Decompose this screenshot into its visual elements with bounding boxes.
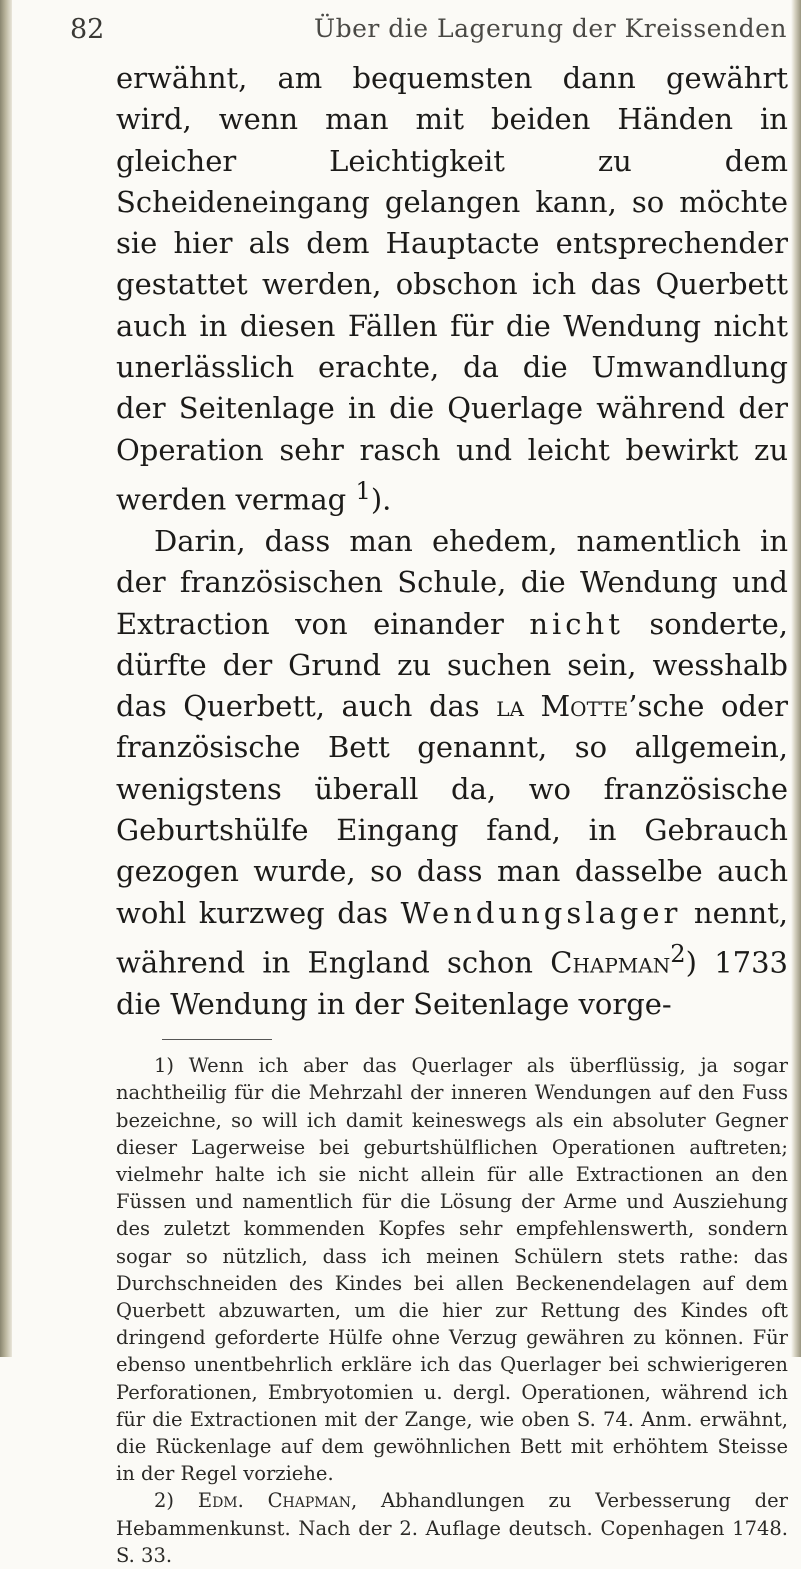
emphasis-nicht: nicht bbox=[529, 606, 624, 641]
paragraph-1-text: erwähnt, am bequemsten dann gewährt wird, wenn man mit beiden Händen in gleicher Leichtigkeit zu dem Scheideneingang gelangen kann, so möchte sie hier als dem Hauptacte entsprechender gestattet werden, obschon ich das Querbett auch in diesen Fällen für die Wendung nicht unerlässlich erachte, da die Umwandlung der Seitenlage in die Querlage während der Operation sehr rasch und leicht bewirkt zu werden vermag bbox=[116, 61, 788, 517]
footnote-2 bbox=[116, 1487, 788, 1569]
page-edge-left bbox=[0, 0, 12, 1357]
name-chapman: Chapman bbox=[550, 945, 671, 980]
page-header bbox=[70, 0, 788, 58]
paragraph-1-end: ). bbox=[370, 482, 392, 517]
paragraph-2-text-a: Darin, dass man ehedem, namentlich in der französischen Schule, die Wendung und Extraction von einander bbox=[116, 523, 788, 641]
footnote-ref-1[interactable]: 1 bbox=[355, 476, 371, 505]
running-head: Über die Lagerung der Kreissenden bbox=[314, 14, 787, 43]
footnotes bbox=[116, 1052, 788, 1569]
footnote-2-text: , Abhandlungen zu Verbesserung der Hebammenkunst. Nach der 2. Auflage deutsch. Copenhagen 1748. S. 33. bbox=[116, 1489, 788, 1567]
footnote-divider bbox=[162, 1039, 272, 1040]
paragraph-2-text-d: nennt, während in England schon bbox=[116, 895, 788, 980]
paragraph-1 bbox=[116, 58, 788, 521]
book-page bbox=[70, 0, 789, 1569]
footnote-2-author: Edm. Chapman bbox=[197, 1489, 351, 1513]
footnote-2-number: 2) bbox=[154, 1489, 175, 1513]
paragraph-2-text-c: ’sche oder französische Bett genannt, so allgemein, wenigstens überall da, wo französische Geburtshülfe Eingang fand, in Gebrauch gezogen wurde, so dass man dasselbe auch wohl kurzweg das bbox=[116, 689, 788, 930]
page-edge-right bbox=[791, 0, 801, 1357]
footnote-ref-2[interactable]: 2 bbox=[670, 939, 686, 968]
paragraph-2-text-b: sonderte, dürfte der Grund zu suchen sein, wesshalb das Querbett, auch das bbox=[116, 606, 789, 724]
emphasis-wendungslager: Wendungslager bbox=[400, 895, 682, 930]
name-la-motte: la Motte bbox=[496, 689, 629, 724]
page-number: 82 bbox=[70, 14, 105, 45]
paragraph-2-text-e: ) 1733 die Wendung in der Seitenlage vorge- bbox=[116, 945, 789, 1021]
body-text bbox=[116, 58, 788, 1025]
paragraph-2 bbox=[116, 521, 788, 1025]
footnote-1: 1) Wenn ich aber das Querlager als überflüssig, ja sogar nachtheilig für die Mehrzahl der inneren Wendungen auf den Fuss bezeichne, so will ich damit keineswegs als ein absoluter Gegner dieser Lagerweise bei geburtshülflichen Operationen auftreten; vielmehr halte ich sie nicht allein für alle Extractionen an den Füssen und namentlich für die Lösung der Arme und Ausziehung des zuletzt kommenden Kopfes sehr empfehlenswerth, sondern sogar so nützlich, dass ich meinen Schülern stets rathe: das Durchschneiden des Kindes bei allen Beckenendelagen auf dem Querbett abzuwarten, um die hier zur Rettung des Kindes oft dringend geforderte Hülfe ohne Verzug gewähren zu können. Für ebenso unentbehrlich erkläre ich das Querlager bei schwierigeren Perforationen, Embryotomien u. dergl. Operationen, während ich für die Extractionen mit der Zange, wie oben S. 74. Anm. erwähnt, die Rückenlage auf dem gewöhnlichen Bett mit erhöhtem Steisse in der Regel vorziehe. bbox=[116, 1054, 788, 1486]
